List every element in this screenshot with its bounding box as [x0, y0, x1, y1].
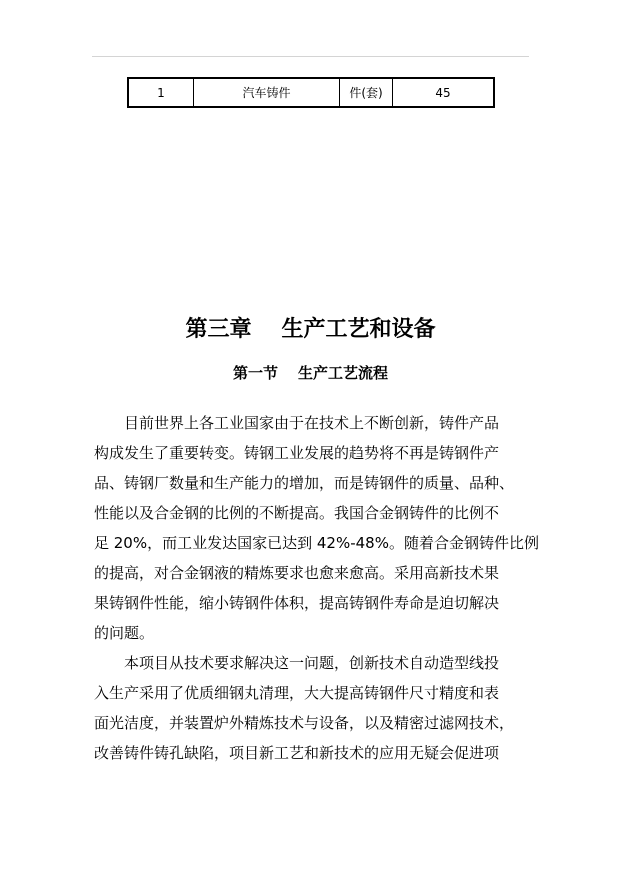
section-heading	[0, 362, 621, 383]
header-rule	[92, 56, 529, 57]
text-line: 构成发生了重要转变。铸钢工业发展的趋势将不再是铸钢件产	[94, 444, 500, 462]
text-line: 入生产采用了优质细钢丸清理，大大提高铸钢件尺寸精度和表	[94, 684, 500, 702]
chapter-heading	[0, 312, 621, 343]
text-line: 改善铸件铸孔缺陷，项目新工艺和新技术的应用无疑会促进项	[94, 744, 500, 762]
product-table	[127, 77, 495, 108]
paragraph	[94, 648, 526, 768]
table-cell-quantity: 45	[393, 78, 495, 107]
text-line: 性能以及合金钢的比例的不断提高。我国合金钢铸件的比例不	[94, 504, 500, 522]
chapter-number: 第三章	[185, 316, 252, 342]
text-line: 的问题。	[94, 624, 155, 642]
text-line: 足 20%，而工业发达国家已达到 42%-48%。随着合金钢铸件比例	[94, 534, 539, 552]
text-line: 目前世界上各工业国家由于在技术上不断创新，铸件产品	[124, 414, 500, 432]
text-line: 本项目从技术要求解决这一问题，创新技术自动造型线投	[124, 654, 500, 672]
table-cell-index: 1	[128, 78, 194, 107]
text-line: 品、铸钢厂数量和生产能力的增加，而是铸钢件的质量、品种、	[94, 474, 515, 492]
paragraph	[94, 408, 539, 648]
section-number: 第一节	[232, 364, 278, 382]
section-title: 生产工艺流程	[298, 364, 389, 382]
table-row	[128, 78, 494, 107]
body-text	[94, 408, 539, 768]
text-line: 面光洁度，并装置炉外精炼技术与设备，以及精密过滤网技术，	[94, 714, 515, 732]
table-cell-unit: 件(套)	[340, 78, 393, 107]
chapter-title: 生产工艺和设备	[281, 316, 436, 342]
text-line: 果铸钢件性能，缩小铸钢件体积，提高铸钢件寿命是迫切解决	[94, 594, 500, 612]
text-line: 的提高，对合金钢液的精炼要求也愈来愈高。采用高新技术果	[94, 564, 500, 582]
table-cell-product: 汽车铸件	[194, 78, 340, 107]
